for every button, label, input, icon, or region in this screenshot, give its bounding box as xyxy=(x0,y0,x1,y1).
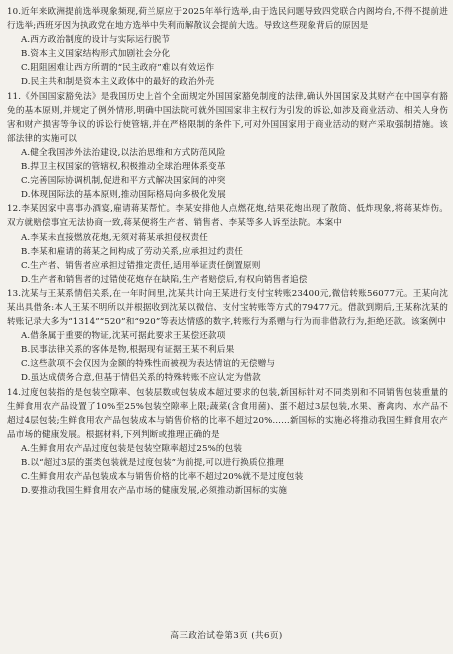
option-a: A.健全我国涉外法治建设,以法治思维和方式防范风险 xyxy=(21,147,226,158)
option-d: D.生产者和销售者的过错使花炮存在缺陷,生产者赔偿后,有权向销售者追偿 xyxy=(21,274,308,285)
question-12 xyxy=(7,202,448,287)
question-11 xyxy=(7,90,448,203)
question-14 xyxy=(7,386,448,499)
option-a: A.西方政治制度的设计与实际运行脱节 xyxy=(21,35,171,46)
footer-page-label: 高三政治试卷第3页 xyxy=(170,631,249,641)
question-stem: 11.《外国国家豁免法》是我国历史上首个全面规定外国国家豁免制度的法律,确认外国国家及其财产在中国享有豁免的基本原则,并规定了例外情形,明确中国法院可就外国国家非主权行为引发的诉讼,如涉及商业活动、相关人身伤害和财产损害等争议的诉讼行使管辖,并在严格限制的条件下,可对外国国家用于商业活动的财产采取强制措施。该部法律的实施可以 xyxy=(7,91,448,144)
option-d: D.虽达成债务合意,但基于情侣关系的特殊转账不应认定为借款 xyxy=(21,373,261,384)
option-b: B.李某和雇请的蒋某之间构成了劳动关系,应承担过约责任 xyxy=(21,246,244,257)
option-b: B.资本主义国家结构形式加剧社会分化 xyxy=(21,49,171,60)
question-stem: 14.过度包装指的是包装空隙率、包装层数或包装成本超过要求的包装,新国标针对不同类别和不同销售包装重量的生鲜食用农产品设置了10%至25%包装空隙率上限;蔬菜(含食用菌)、蛋不超过3层包装,水果、畜禽肉、水产品不超过4层包装;生鲜食用农产品包装成本与销售价格的比率不超过20%……新国标的实施必将推动我国生鲜食用农产品市场的健康发展。根据材料,下列判断或推理正确的是 xyxy=(7,387,448,440)
option-b: B.民事法律关系的客体是物,根据现有证据王某不利后果 xyxy=(21,345,235,356)
questions-area xyxy=(7,5,448,498)
option-c: C.生鲜食用农产品包装成本与销售价格的比率不超过20%就不是过度包装 xyxy=(21,472,304,483)
option-a: A.借条属于重要的物证,沈某可据此要求王某偿还款项 xyxy=(21,331,226,342)
question-10 xyxy=(7,5,448,90)
question-13 xyxy=(7,287,448,386)
option-c: C.完善国际协调机制,促进和平方式解决国家间的冲突 xyxy=(21,176,226,187)
option-d: D.体现国际法的基本原则,推动国际格局向多极化发展 xyxy=(21,190,226,201)
option-d: D.民主共和制是资本主义政体中的最好的政治外壳 xyxy=(21,77,215,88)
question-stem: 13.沈某与王某系情侣关系,在一年时间里,沈某共计向王某进行支付宝转账23400元,微信转账56077元。王某向沈某出具借条:本人王某不明所以并根据收到沈某以微信、支付宝转账等方式的79477元。借款到期后,王某称沈某的转账记录大多为“1314”“520”和“920”等表达情感的数字,转账行为系赠与行为而非借款行为,拒绝还款。该案例中 xyxy=(7,288,448,328)
option-c: C.阻阻困难让西方所谓的“民主政府”难以有效运作 xyxy=(21,63,215,74)
question-stem: 12.李某因家中喜事办酒宴,雇请蒋某帮忙。李某安排他人点燃花炮,结果花炮出现了散筒、低炸现象,将蒋某炸伤。双方就赔偿事宜无法协商一致,蒋某便将生产者、销售者、李某等多人诉至法院。本案中 xyxy=(7,204,448,229)
option-b: B.以“超过3层的蛋类包装就是过度包装”为前提,可以进行换质位推理 xyxy=(21,458,285,468)
option-b: B.捍卫主权国家的管辖权,积极推动全球治理体系变革 xyxy=(21,162,226,173)
option-a: A.李某未直接燃放花炮,无须对蒋某承担侵权责任 xyxy=(21,232,208,243)
option-d: D.要推动我国生鲜食用农产品市场的健康发展,必须推动新国标的实施 xyxy=(21,486,288,497)
footer-total-pages: (共6页) xyxy=(251,631,283,641)
option-c: C.生产者、销售者应承担过错推定责任,适用举证责任倒置原则 xyxy=(21,260,261,271)
option-c: C.这些款项不会仅因为金额的特殊性而被视为表达情谊的无偿赠与 xyxy=(21,359,276,370)
question-stem: 10.近年来欧洲提前选举现象频现,荷兰原应于2025年举行选举,由于选民问题导致四党联合内阁垮台,不得不提前进行选举;西班牙因为执政党在地方选举中失利而解散议会提前大选。导致这些现象背后的原因是 xyxy=(7,7,448,32)
page-footer xyxy=(0,629,453,641)
option-a: A.生鲜食用农产品过度包装是包装空隙率超过25%的包装 xyxy=(21,443,243,454)
